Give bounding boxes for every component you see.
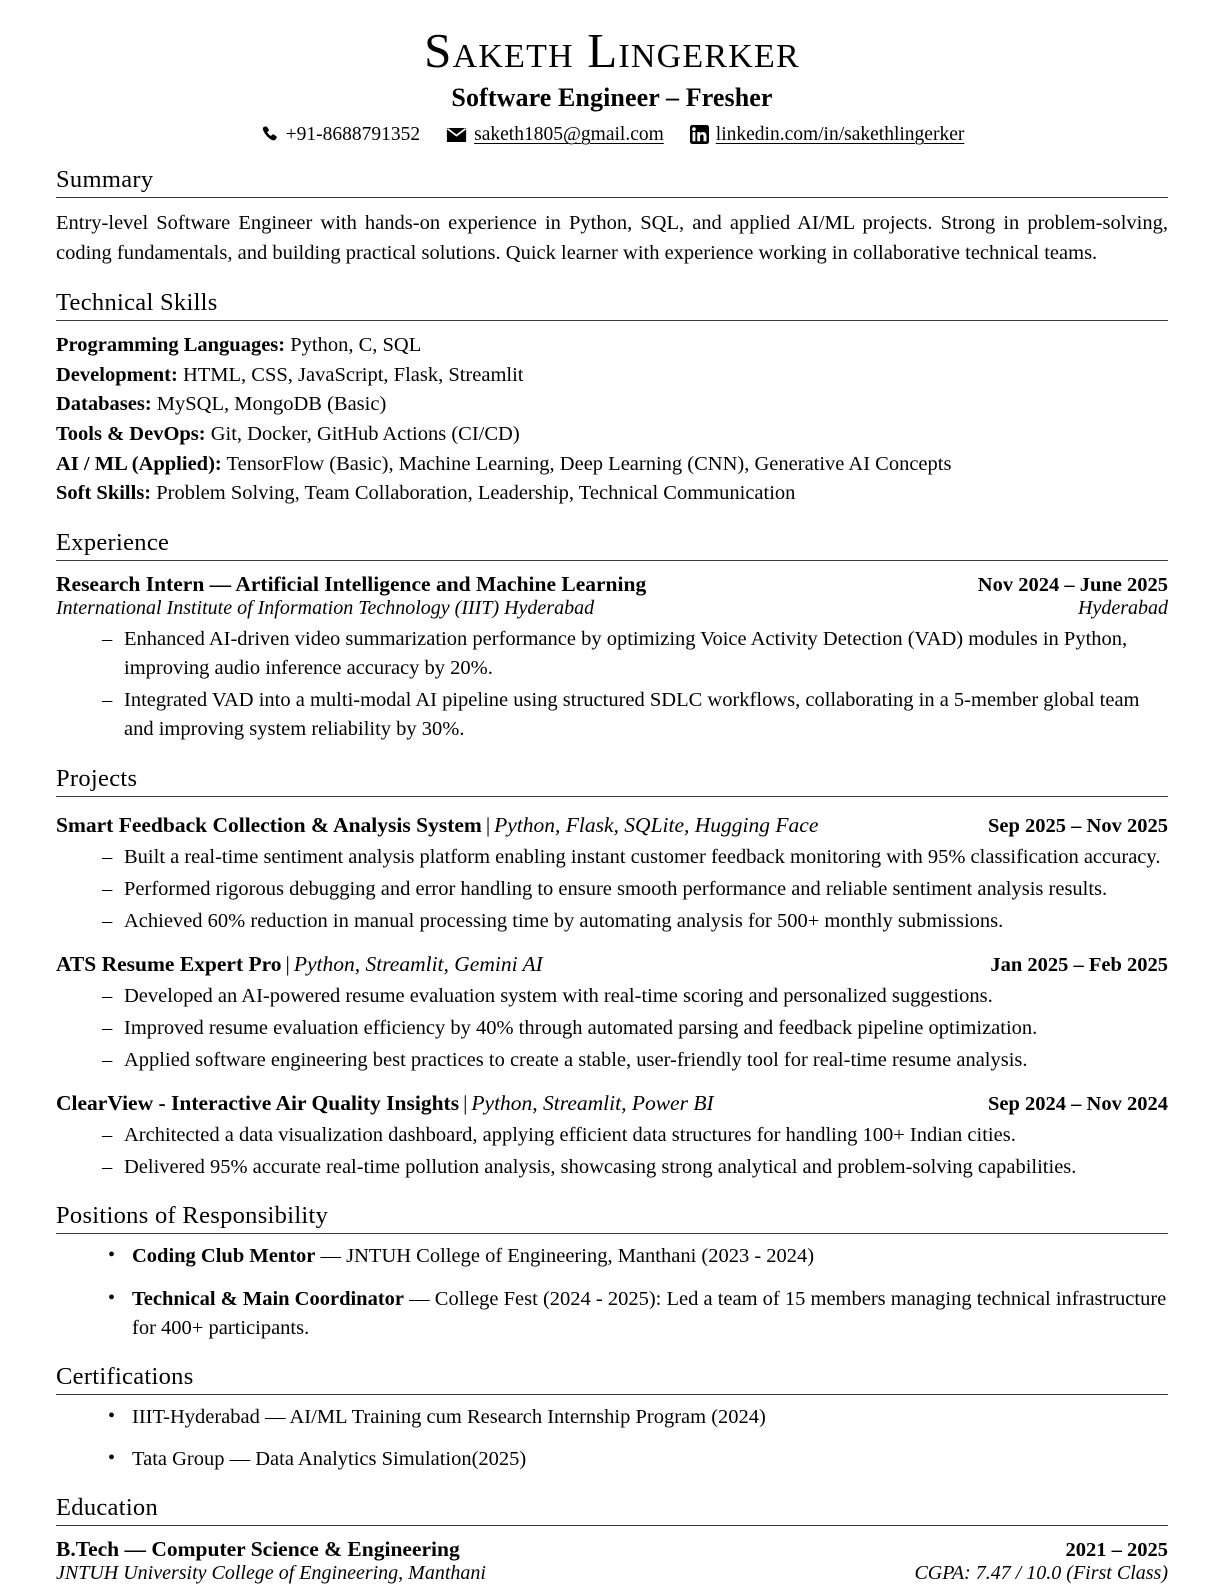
linkedin-icon xyxy=(690,125,709,144)
skill-row xyxy=(56,331,1168,361)
project-item xyxy=(56,1091,1168,1182)
candidate-name: Saketh Lingerker xyxy=(424,23,800,78)
section-title-experience: Experience xyxy=(56,529,170,557)
list-item xyxy=(106,1285,1168,1343)
contact-phone xyxy=(260,124,421,146)
education-item xyxy=(56,1537,1168,1584)
section-title-education: Education xyxy=(56,1493,159,1521)
list-item: – Performed rigorous debugging and error handling to ensure smooth performance and reliable sentiment analysis results. xyxy=(102,875,1168,904)
certifications-list xyxy=(56,1403,1168,1474)
project-title-line xyxy=(56,1091,714,1116)
email-link[interactable]: saketh1805@gmail.com xyxy=(474,123,664,145)
project-tech: Python, Streamlit, Power BI xyxy=(471,1091,714,1116)
resume-header xyxy=(56,0,1168,146)
list-item: – Improved resume evaluation efficiency by 40% through automated parsing and feedback pipeline optimization. xyxy=(102,1014,1168,1043)
list-item: – Achieved 60% reduction in manual processing time by automating analysis for 500+ monthly submissions. xyxy=(102,907,1168,936)
list-item: – Enhanced AI-driven video summarization performance by optimizing Voice Activity Detection (VAD) modules in Python, improving audio inference accuracy by 20%. xyxy=(102,625,1168,683)
project-header-row xyxy=(56,813,1168,838)
skill-label: Development: xyxy=(56,363,178,386)
contact-bar xyxy=(56,124,1168,146)
education-header-row xyxy=(56,1537,1168,1562)
skill-value: TensorFlow (Basic), Machine Learning, Deep Learning (CNN), Generative AI Concepts xyxy=(226,452,952,475)
project-date: Sep 2025 – Nov 2025 xyxy=(988,814,1168,837)
project-date: Jan 2025 – Feb 2025 xyxy=(990,953,1168,976)
experience-subheader-row xyxy=(56,597,1168,620)
project-item xyxy=(56,813,1168,936)
linkedin-link[interactable]: linkedin.com/in/sakethlingerker xyxy=(715,123,965,145)
contact-linkedin[interactable] xyxy=(690,124,965,146)
project-title: ClearView - Interactive Air Quality Insights xyxy=(56,1091,460,1116)
list-item: – Delivered 95% accurate real-time pollution analysis, showcasing strong analytical and problem-solving capabilities. xyxy=(102,1153,1168,1182)
project-header-row xyxy=(56,952,1168,977)
skill-label: Databases: xyxy=(56,393,152,416)
position-role: Coding Club Mentor xyxy=(132,1245,316,1268)
section-title-skills: Technical Skills xyxy=(56,288,218,316)
list-item: – Integrated VAD into a multi-modal AI pipeline using structured SDLC workflows, collaborating in a 5-member global team and improving system reliability by 30%. xyxy=(102,686,1168,744)
list-item: • Tata Group — Data Analytics Simulation(2025) xyxy=(106,1445,1168,1474)
envelope-icon xyxy=(446,127,467,143)
skill-row xyxy=(56,450,1168,480)
project-separator: | xyxy=(485,812,491,837)
skill-label: Programming Languages: xyxy=(56,333,286,356)
section-rule xyxy=(56,320,1168,321)
section-rule xyxy=(56,1394,1168,1395)
project-tech: Python, Flask, SQLite, Hugging Face xyxy=(494,812,819,837)
experience-item xyxy=(56,572,1168,744)
project-bullets xyxy=(56,1121,1168,1182)
project-title: ATS Resume Expert Pro xyxy=(56,951,282,976)
section-title-summary: Summary xyxy=(56,165,154,193)
education-institution: JNTUH University College of Engineering, Manthani xyxy=(56,1561,486,1584)
skill-value: Git, Docker, GitHub Actions (CI/CD) xyxy=(210,422,520,445)
section-rule xyxy=(56,1233,1168,1234)
list-item: • IIIT-Hyderabad — AI/ML Training cum Research Internship Program (2024) xyxy=(106,1403,1168,1432)
skill-label: Tools & DevOps: xyxy=(56,422,206,445)
project-date: Sep 2024 – Nov 2024 xyxy=(988,1093,1168,1116)
project-separator: | xyxy=(463,1091,468,1116)
experience-bullets xyxy=(56,625,1168,744)
project-title-line xyxy=(56,952,543,977)
experience-date: Nov 2024 – June 2025 xyxy=(977,574,1168,597)
position-detail: — College Fest (2024 - 2025): Led a team of 15 members managing technical infrastructure for 400+ participants. xyxy=(132,1287,1167,1339)
skill-row xyxy=(56,479,1168,509)
skill-label: Soft Skills: xyxy=(56,482,152,505)
education-years: 2021 – 2025 xyxy=(1065,1538,1168,1561)
section-certifications xyxy=(56,1363,1168,1474)
skill-row xyxy=(56,361,1168,391)
experience-header-row xyxy=(56,572,1168,597)
skill-value: MySQL, MongoDB (Basic) xyxy=(156,393,387,416)
list-item xyxy=(106,1242,1168,1271)
project-title: Smart Feedback Collection & Analysis System xyxy=(56,812,482,837)
project-separator: | xyxy=(285,951,290,976)
section-title-projects: Projects xyxy=(56,764,138,792)
section-rule xyxy=(56,197,1168,198)
skills-list xyxy=(56,331,1168,509)
section-rule xyxy=(56,560,1168,561)
experience-organization: International Institute of Information Technology (IIIT) Hyderabad xyxy=(56,597,595,620)
education-degree: B.Tech — Computer Science & Engineering xyxy=(56,1536,460,1561)
section-title-positions: Positions of Responsibility xyxy=(56,1202,329,1230)
section-education xyxy=(56,1494,1168,1584)
list-item: – Developed an AI-powered resume evaluation system with real-time scoring and personalized suggestions. xyxy=(102,982,1168,1011)
skill-label: AI / ML (Applied): xyxy=(56,452,222,475)
section-title-certifications: Certifications xyxy=(56,1362,194,1390)
project-bullets xyxy=(56,843,1168,936)
skill-row xyxy=(56,390,1168,420)
education-cgpa: CGPA: 7.47 / 10.0 (First Class) xyxy=(914,1561,1168,1584)
project-header-row xyxy=(56,1091,1168,1116)
skill-row xyxy=(56,420,1168,450)
project-item xyxy=(56,952,1168,1075)
skill-value: HTML, CSS, JavaScript, Flask, Streamlit xyxy=(182,363,524,386)
position-detail: — JNTUH College of Engineering, Manthani (2023 - 2024) xyxy=(315,1245,815,1268)
list-item: – Built a real-time sentiment analysis platform enabling instant customer feedback monitoring with 95% classification accuracy. xyxy=(102,843,1168,872)
section-projects xyxy=(56,765,1168,1183)
education-subheader-row xyxy=(56,1562,1168,1584)
list-item: – Applied software engineering best practices to create a stable, user-friendly tool for real-time resume analysis. xyxy=(102,1046,1168,1075)
positions-list xyxy=(56,1242,1168,1342)
project-bullets xyxy=(56,982,1168,1075)
section-rule xyxy=(56,796,1168,797)
list-item: – Architected a data visualization dashboard, applying efficient data structures for handling 100+ Indian cities. xyxy=(102,1121,1168,1150)
project-title-line xyxy=(56,813,818,838)
section-summary xyxy=(56,166,1168,269)
experience-title: Research Intern — Artificial Intelligence and Machine Learning xyxy=(56,572,647,597)
position-role: Technical & Main Coordinator xyxy=(132,1287,405,1310)
contact-email[interactable] xyxy=(446,124,664,146)
candidate-subtitle: Software Engineer – Fresher xyxy=(451,82,773,112)
summary-text: Entry-level Software Engineer with hands-on experience in Python, SQL, and applied AI/ML projects. Strong in problem-solving, coding fundamentals, and building practical solutions. Quick learner with experience working in collaborative technical teams. xyxy=(56,211,1168,264)
phone-number: +91-8688791352 xyxy=(285,123,421,145)
skill-value: Python, C, SQL xyxy=(290,333,422,356)
experience-location: Hyderabad xyxy=(1078,597,1168,620)
skill-value: Problem Solving, Team Collaboration, Leadership, Technical Communication xyxy=(156,482,796,505)
section-technical-skills xyxy=(56,289,1168,509)
section-positions xyxy=(56,1202,1168,1342)
project-tech: Python, Streamlit, Gemini AI xyxy=(293,951,543,976)
section-experience xyxy=(56,529,1168,744)
phone-icon xyxy=(260,125,279,144)
section-rule xyxy=(56,1525,1168,1526)
